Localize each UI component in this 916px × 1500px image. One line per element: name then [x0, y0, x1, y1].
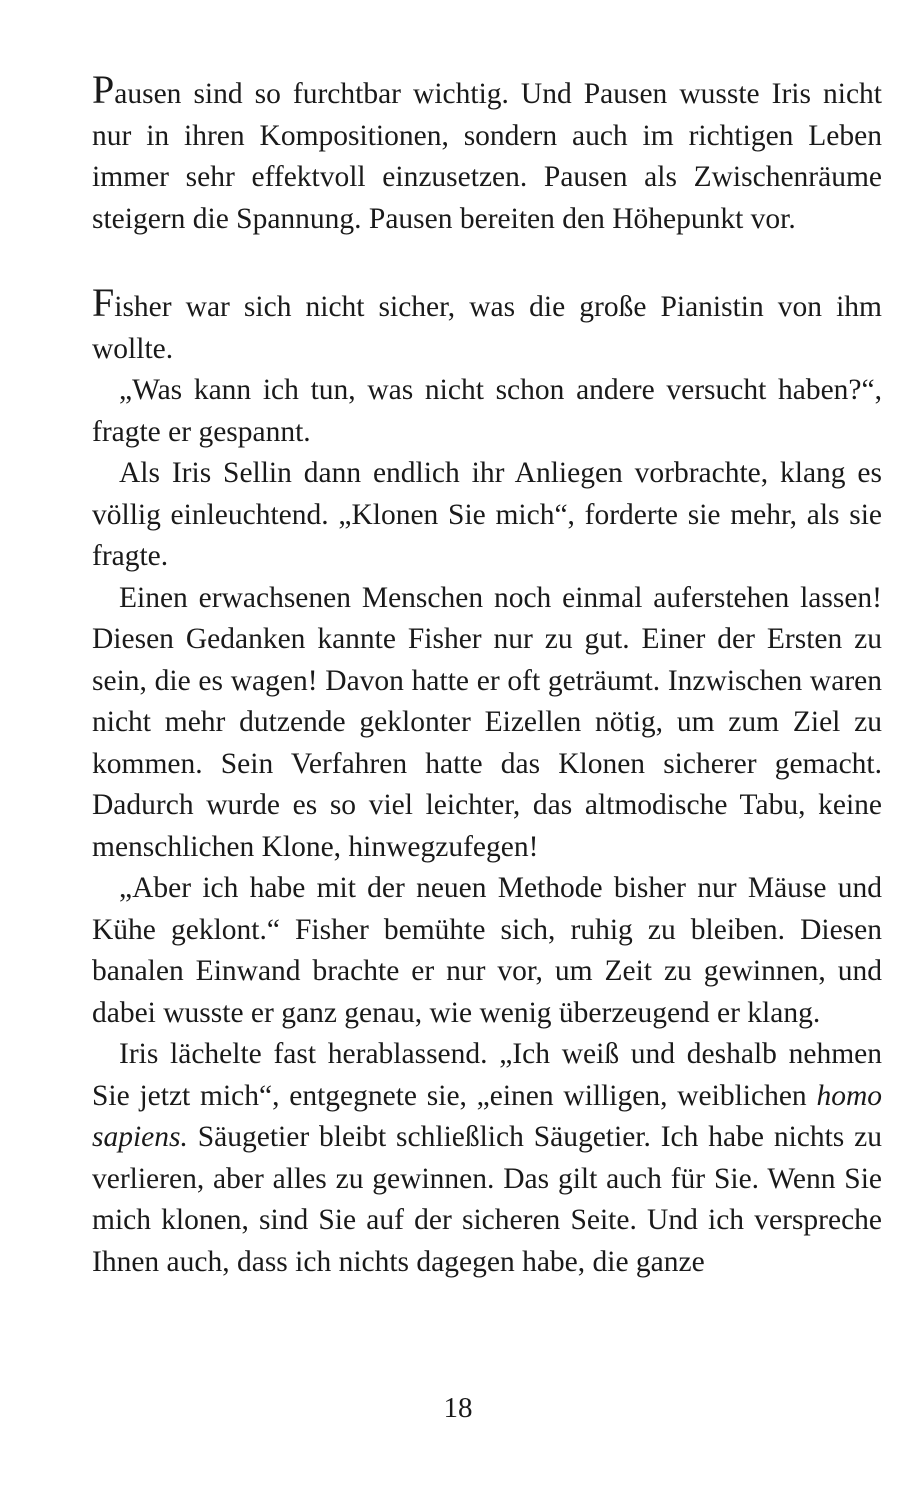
- book-page: [92, 67, 882, 1283]
- italic-term: homo sapiens.: [92, 1079, 882, 1153]
- paragraph-iris-reply-part2: Säugetier bleibt schließlich Säugetier. Ich habe nichts zu verlieren, aber alles zu gewinnen. Das gilt auch für Sie. Wenn Sie mich klonen, sind Sie auf der sicheren Seite. Und ich verspreche Ihnen auch, dass ich nichts dagegen habe, die ganze: [92, 1121, 882, 1278]
- initial-letter-p: P: [92, 67, 115, 112]
- section-break: [92, 240, 882, 283]
- paragraph-pausen: [92, 67, 882, 240]
- paragraph-objection: „Aber ich habe mit der neuen Methode bisher nur Mäuse und Kühe geklont.“ Fisher bemühte sich, ruhig zu bleiben. Diesen banalen Einwand brachte er nur vor, um Zeit zu gewinnen, und dabei wusste er ganz genau, wie wenig überzeugend er klang.: [92, 872, 882, 1029]
- paragraph-iris-reply: [92, 1034, 882, 1283]
- paragraph-fisher-intro: [92, 280, 882, 370]
- paragraph-fisher-intro-text: isher war sich nicht sicher, was die große Pianistin von ihm wollte.: [92, 291, 882, 365]
- paragraph-cloning-thoughts: Einen erwachsenen Menschen noch einmal auferstehen lassen! Diesen Gedanken kannte Fisher nur zu gut. Einer der Ersten zu sein, die es wagen! Davon hatte er oft geträumt. Inzwischen waren nicht mehr dutzende geklonter Eizellen nötig, um zum Ziel zu kommen. Sein Verfahren hatte das Klonen sicherer gemacht. Dadurch wurde es so viel leichter, das altmodische Tabu, keine menschlichen Klone, hinwegzufegen!: [92, 581, 882, 863]
- paragraph-iris-reply-part1: Iris lächelte fast herablassend. „Ich weiß und deshalb nehmen Sie jetzt mich“, entgegnete sie, „einen willigen, weiblichen: [92, 1038, 882, 1112]
- initial-letter-f: F: [92, 280, 115, 325]
- paragraph-request: Als Iris Sellin dann endlich ihr Anliegen vorbrachte, klang es völlig einleuchtend. „Klonen Sie mich“, forderte sie mehr, als sie fragte.: [92, 457, 882, 572]
- paragraph-pausen-text: ausen sind so furchtbar wichtig. Und Pausen wusste Iris nicht nur in ihren Kompositionen, sondern auch im richtigen Leben immer sehr effektvoll einzusetzen. Pausen als Zwischenräume steigern die Spannung. Pausen bereiten den Höhepunkt vor.: [92, 78, 882, 235]
- page-number: 18: [443, 1392, 473, 1424]
- paragraph-question: „Was kann ich tun, was nicht schon andere versucht haben?“, fragte er gespannt.: [92, 374, 882, 448]
